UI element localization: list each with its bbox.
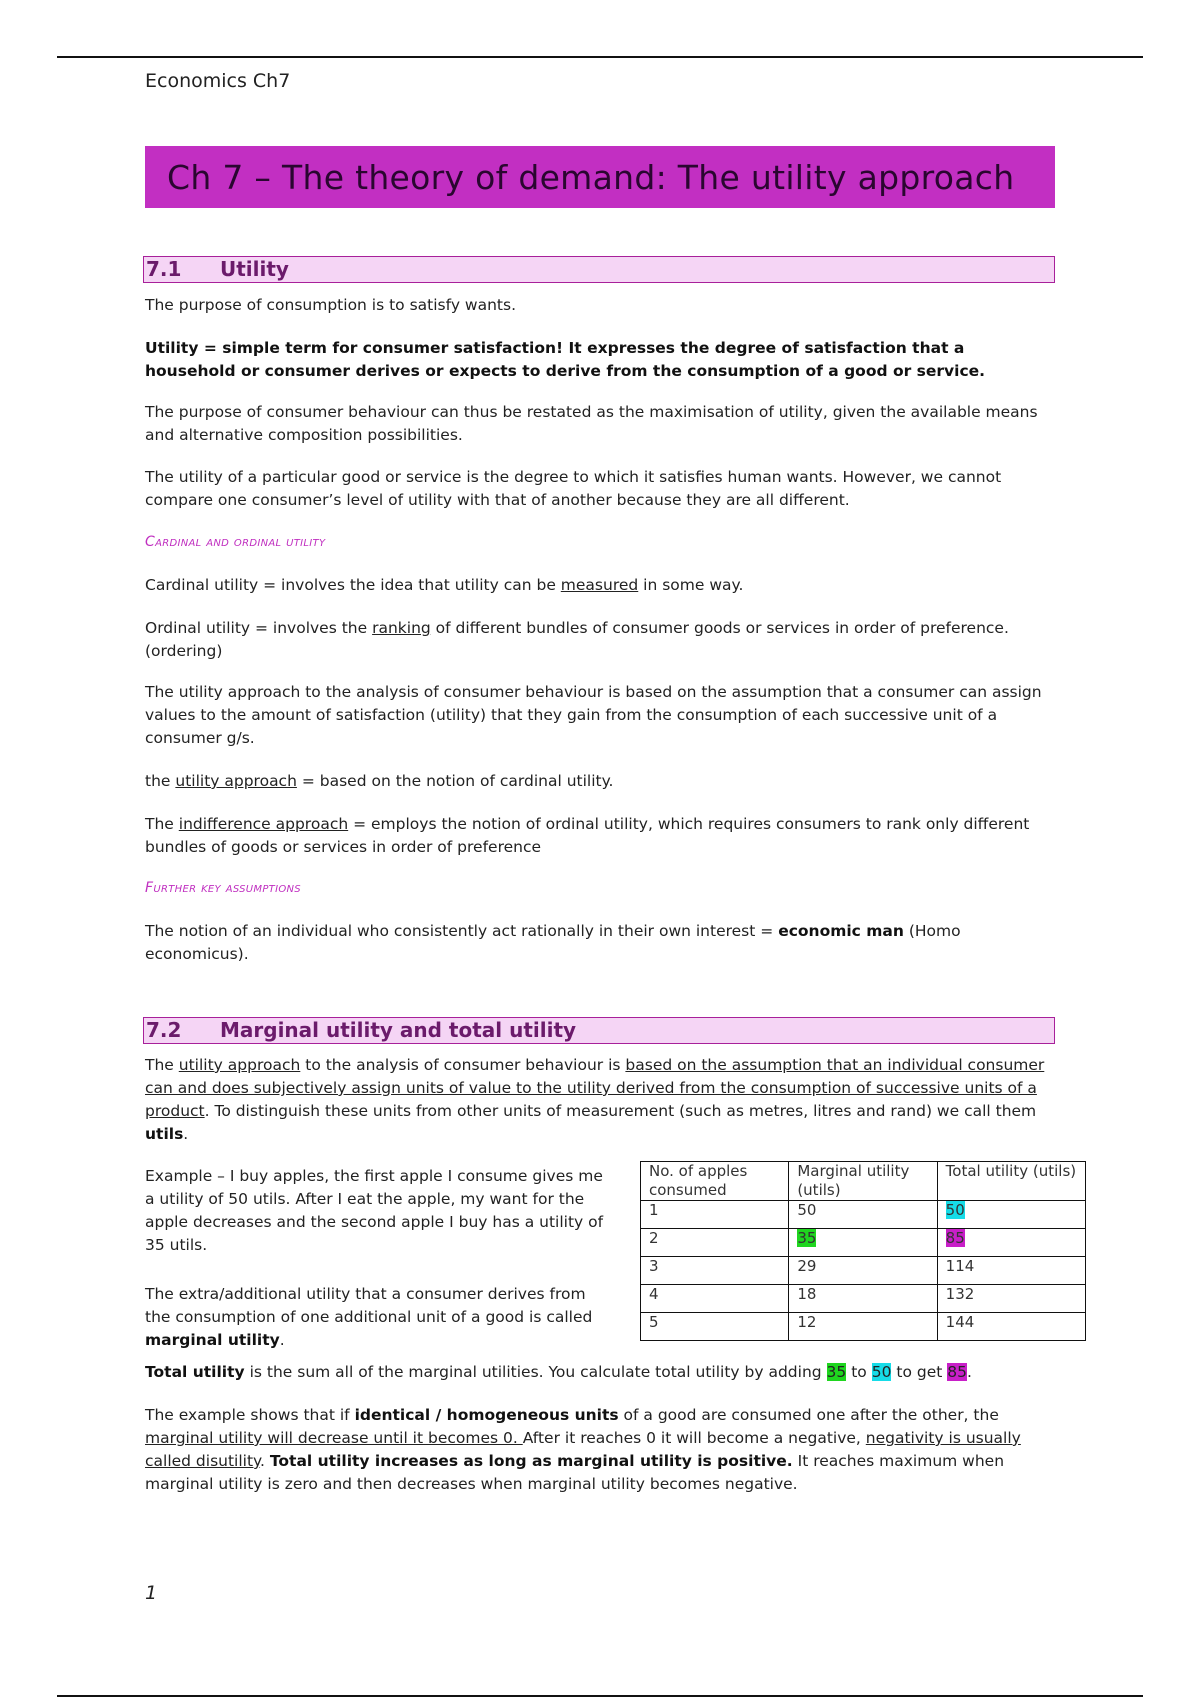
text: of different bundles of consumer goods or services in order of preference. (ordering) (145, 619, 1009, 660)
table-cell: 144 (937, 1313, 1085, 1341)
paragraph-assumption: The utility approach to the analysis of consumer behaviour is based on the assumption that a consumer can assign values to the amount of satisfaction (utility) that they gain from the consumption of each successive unit of a consumer g/s. (145, 683, 1042, 747)
section-title: Marginal utility and total utility (220, 1018, 577, 1042)
running-header: Economics Ch7 (145, 70, 291, 92)
utility-definition: Utility = simple term for consumer satisfaction! It expresses the degree of satisfaction that a household or consumer derives or expects to derive from the consumption of a good or service. (145, 339, 986, 380)
term-utility-approach: utility approach (175, 772, 297, 790)
text: the (145, 772, 176, 790)
table-cell: 4 (641, 1285, 789, 1313)
section-heading-7-2 (143, 1017, 1055, 1044)
paragraph-diminishing-utility (145, 1404, 1060, 1496)
underlined-assumption: based on the assumption that an individual consumer can and does subjectively assign units of value to the utility derived from the consumption of successive units of a product (145, 1056, 1045, 1120)
table-cell (789, 1229, 937, 1257)
bottom-rule (57, 1695, 1143, 1697)
top-rule (57, 56, 1143, 58)
table-cell: 12 (789, 1313, 937, 1341)
table-row (641, 1313, 1086, 1341)
highlight-magenta: 85 (947, 1363, 967, 1381)
section-heading-7-1 (143, 256, 1055, 283)
subheading-key-assumptions: Further key assumptions (145, 880, 301, 896)
table-cell: 2 (641, 1229, 789, 1257)
table-header-cell: No. of apples consumed (641, 1162, 789, 1201)
paragraph-utility-approach (145, 770, 1060, 793)
table-cell: 1 (641, 1201, 789, 1229)
table-row (641, 1285, 1086, 1313)
text: = employs the notion of ordinal utility, which requires consumers to rank only different bundles of goods or services in order of preference (145, 815, 1030, 856)
paragraph-indifference-approach (145, 813, 1060, 859)
text: . (183, 1125, 189, 1143)
text: of a good are consumed one after the other, the (618, 1406, 999, 1424)
text: Ordinal utility = involves the (145, 619, 373, 637)
bold-statement: Total utility increases as long as marginal utility is positive. (269, 1452, 793, 1470)
highlight-cyan: 50 (945, 1201, 965, 1219)
term-economic-man: economic man (778, 922, 904, 940)
table-header-cell: Marginal utility (utils) (789, 1162, 937, 1201)
table-cell: 18 (789, 1285, 937, 1313)
text: Cardinal utility = involves the idea that utility can be (145, 576, 561, 594)
highlight-magenta: 85 (945, 1229, 965, 1247)
text: . (966, 1363, 972, 1381)
term-identical-units: identical / homogeneous units (354, 1406, 619, 1424)
paragraph-utility-definition (145, 337, 1060, 383)
table-cell: 29 (789, 1257, 937, 1285)
text: The (145, 1056, 179, 1074)
text: (Homo economicus). (145, 922, 961, 963)
paragraph-ordinal (145, 617, 1060, 663)
highlight-green: 35 (797, 1229, 817, 1247)
paragraph-utils-intro (145, 1054, 1060, 1146)
text: After it reaches 0 it will become a negative, (522, 1429, 866, 1447)
text: in some way. (638, 576, 744, 594)
term-measured: measured (560, 576, 639, 594)
text: = based on the notion of cardinal utility. (296, 772, 614, 790)
text: to (846, 1363, 872, 1381)
page-number: 1 (145, 1582, 158, 1604)
text: . To distinguish these units from other units of measurement (such as metres, litres and rand) we call them (204, 1102, 1037, 1120)
text: . (260, 1452, 270, 1470)
table-cell: 5 (641, 1313, 789, 1341)
paragraph-comparison: The utility of a particular good or service is the degree to which it satisfies human wants. However, we cannot compare one consumer’s level of utility with that of another because they are all different. (145, 468, 1002, 509)
chapter-title: Ch 7 – The theory of demand: The utility approach (145, 146, 1055, 208)
term-utility-approach: utility approach (178, 1056, 301, 1074)
term-total-utility: Total utility (145, 1363, 245, 1381)
paragraph-cardinal (145, 574, 1060, 597)
text: The example shows that if (145, 1406, 355, 1424)
term-utils: utils (145, 1125, 184, 1143)
text: It reaches maximum when marginal utility is zero and then decreases when marginal utility becomes negative. (145, 1452, 1005, 1493)
table-header-cell: Total utility (utils) (937, 1162, 1085, 1201)
paragraph-economic-man (145, 920, 1060, 966)
term-ranking: ranking (372, 619, 431, 637)
text: . (279, 1331, 285, 1349)
text: to get (891, 1363, 948, 1381)
highlight-green: 35 (826, 1363, 847, 1381)
section-number: 7.2 (146, 1018, 182, 1042)
underlined-text: negativity is usually called disutility (145, 1429, 1021, 1470)
section-number: 7.1 (146, 257, 182, 281)
term-indifference-approach: indifference approach (178, 815, 349, 833)
table-cell: 132 (937, 1285, 1085, 1313)
paragraph-example: Example – I buy apples, the first apple I consume gives me a utility of 50 utils. After I eat the apple, my want for the apple decreases and the second apple I buy has a utility of 35 utils. (145, 1167, 604, 1254)
table-header-row (641, 1162, 1086, 1201)
paragraph-maximisation: The purpose of consumer behaviour can thus be restated as the maximisation of utility, given the available means and alternative composition possibilities. (145, 403, 1038, 444)
highlight-cyan: 50 (871, 1363, 892, 1381)
subheading-cardinal-ordinal: Cardinal and ordinal utility (145, 534, 326, 550)
table-cell: 50 (789, 1201, 937, 1229)
table-row (641, 1201, 1086, 1229)
table-cell (937, 1201, 1085, 1229)
paragraph-purpose: The purpose of consumption is to satisfy wants. (145, 296, 516, 314)
table-row (641, 1229, 1086, 1257)
paragraph-total-utility (145, 1361, 1060, 1384)
underlined-text: marginal utility will decrease until it becomes 0. (145, 1429, 523, 1447)
paragraph-marginal-utility (145, 1283, 615, 1352)
text: to the analysis of consumer behaviour is (300, 1056, 626, 1074)
utility-table (640, 1161, 1086, 1341)
table-cell: 3 (641, 1257, 789, 1285)
text: is the sum all of the marginal utilities. You calculate total utility by adding (244, 1363, 827, 1381)
section-title: Utility (220, 257, 289, 281)
table-row (641, 1257, 1086, 1285)
term-marginal-utility: marginal utility (145, 1331, 280, 1349)
text: The (145, 815, 179, 833)
table-cell: 114 (937, 1257, 1085, 1285)
table-cell (937, 1229, 1085, 1257)
text: The extra/additional utility that a consumer derives from the consumption of one additional unit of a good is called (145, 1285, 593, 1326)
text: The notion of an individual who consistently act rationally in their own interest = (145, 922, 779, 940)
